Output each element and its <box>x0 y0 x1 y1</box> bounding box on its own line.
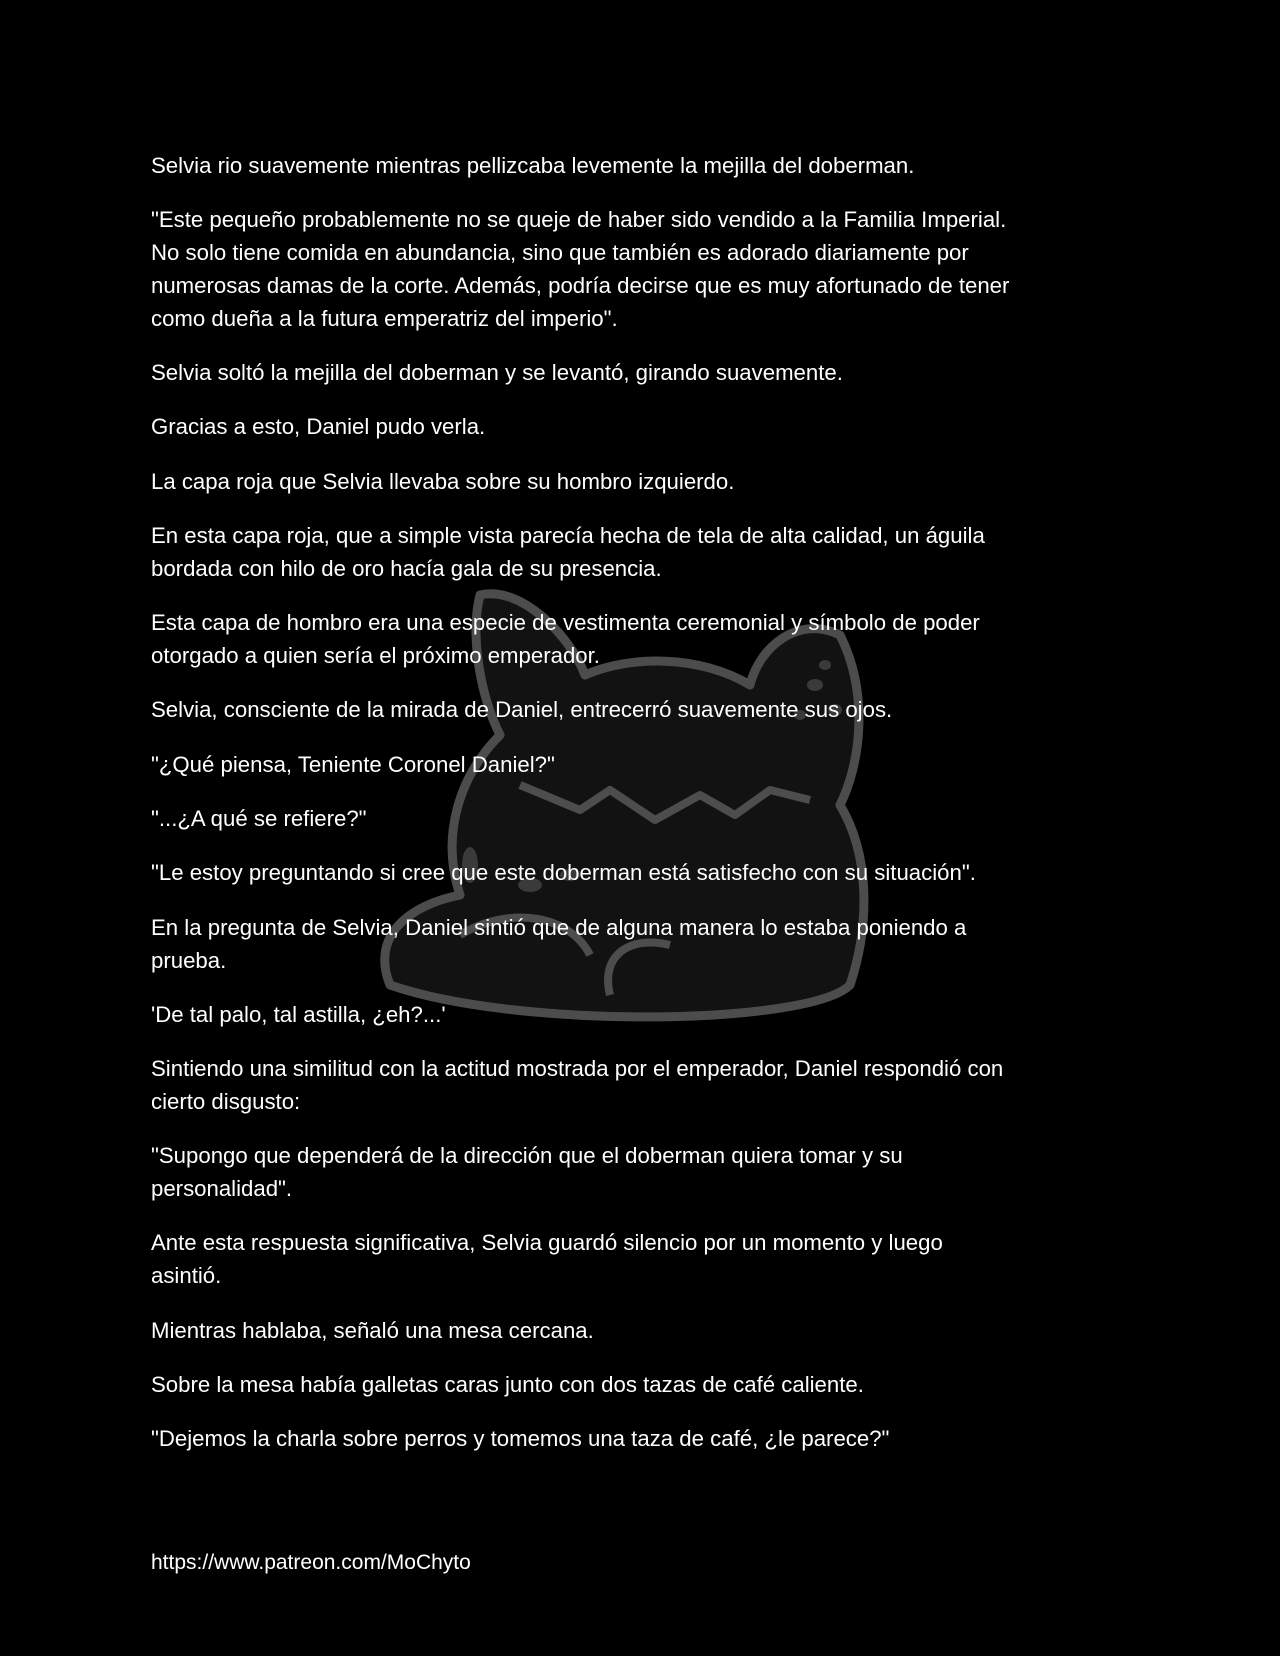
paragraph <box>151 1369 1161 1402</box>
paragraph <box>151 1315 1161 1348</box>
text-line: Esta capa de hombro era una especie de vestimenta ceremonial y símbolo de poder <box>151 610 980 636</box>
paragraph <box>151 999 1161 1032</box>
paragraph <box>151 150 1161 183</box>
text-line: bordada con hilo de oro hacía gala de su presencia. <box>151 555 662 581</box>
paragraph <box>151 520 1161 585</box>
paragraph <box>151 803 1161 836</box>
text-line: "Supongo que dependerá de la dirección que el doberman quiera tomar y su <box>151 1143 903 1169</box>
text-line: La capa roja que Selvia llevaba sobre su hombro izquierdo. <box>151 468 735 494</box>
text-line: Selvia, consciente de la mirada de Daniel, entrecerró suavemente sus ojos. <box>151 697 893 723</box>
text-line: En esta capa roja, que a simple vista parecía hecha de tela de alta calidad, un águila <box>151 523 985 549</box>
text-line: No solo tiene comida en abundancia, sino que también es adorado diariamente por <box>151 240 969 266</box>
text-line: como dueña a la futura emperatriz del imperio". <box>151 305 618 331</box>
paragraph <box>151 694 1161 727</box>
paragraph <box>151 204 1161 335</box>
paragraph <box>151 749 1161 782</box>
paragraph <box>151 1140 1161 1205</box>
paragraph <box>151 1227 1161 1292</box>
text-line: "Dejemos la charla sobre perros y tomemos una taza de café, ¿le parece?" <box>151 1426 890 1452</box>
patreon-link[interactable]: https://www.patreon.com/MoChyto <box>151 1551 471 1574</box>
paragraph <box>151 912 1161 977</box>
paragraph <box>151 466 1161 499</box>
text-line: 'De tal palo, tal astilla, ¿eh?...' <box>151 1001 446 1027</box>
text-line: Gracias a esto, Daniel pudo verla. <box>151 414 486 440</box>
chapter-text <box>151 150 1161 1478</box>
paragraph <box>151 1423 1161 1456</box>
text-line: En la pregunta de Selvia, Daniel sintió que de alguna manera lo estaba poniendo a <box>151 914 967 940</box>
text-line: Sobre la mesa había galletas caras junto con dos tazas de café caliente. <box>151 1371 864 1397</box>
paragraph <box>151 607 1161 672</box>
paragraph <box>151 857 1161 890</box>
text-line: Selvia rio suavemente mientras pellizcaba levemente la mejilla del doberman. <box>151 153 915 178</box>
paragraph <box>151 1053 1161 1118</box>
text-line: "Este pequeño probablemente no se queje de haber sido vendido a la Familia Imperial. <box>151 207 1007 233</box>
text-line: numerosas damas de la corte. Además, podría decirse que es muy afortunado de tener <box>151 272 1010 298</box>
text-line: "¿Qué piensa, Teniente Coronel Daniel?" <box>151 751 555 777</box>
text-line: personalidad". <box>151 1176 293 1202</box>
text-line: cierto disgusto: <box>151 1089 301 1114</box>
text-line: otorgado a quien sería el próximo emperador. <box>151 642 600 668</box>
text-line: "...¿A qué se refiere?" <box>151 806 367 832</box>
text-line: Sintiendo una similitud con la actitud mostrada por el emperador, Daniel respondió con <box>151 1056 1004 1082</box>
paragraph <box>151 357 1161 390</box>
paragraph <box>151 411 1161 444</box>
text-line: Mientras hablaba, señaló una mesa cercana. <box>151 1317 594 1343</box>
text-line: "Le estoy preguntando si cree que este doberman está satisfecho con su situación". <box>151 860 976 886</box>
text-line: Selvia soltó la mejilla del doberman y se levantó, girando suavemente. <box>151 359 843 385</box>
text-line: Ante esta respuesta significativa, Selvia guardó silencio por un momento y luego <box>151 1230 943 1256</box>
text-line: prueba. <box>151 947 227 973</box>
text-line: asintió. <box>151 1263 222 1289</box>
